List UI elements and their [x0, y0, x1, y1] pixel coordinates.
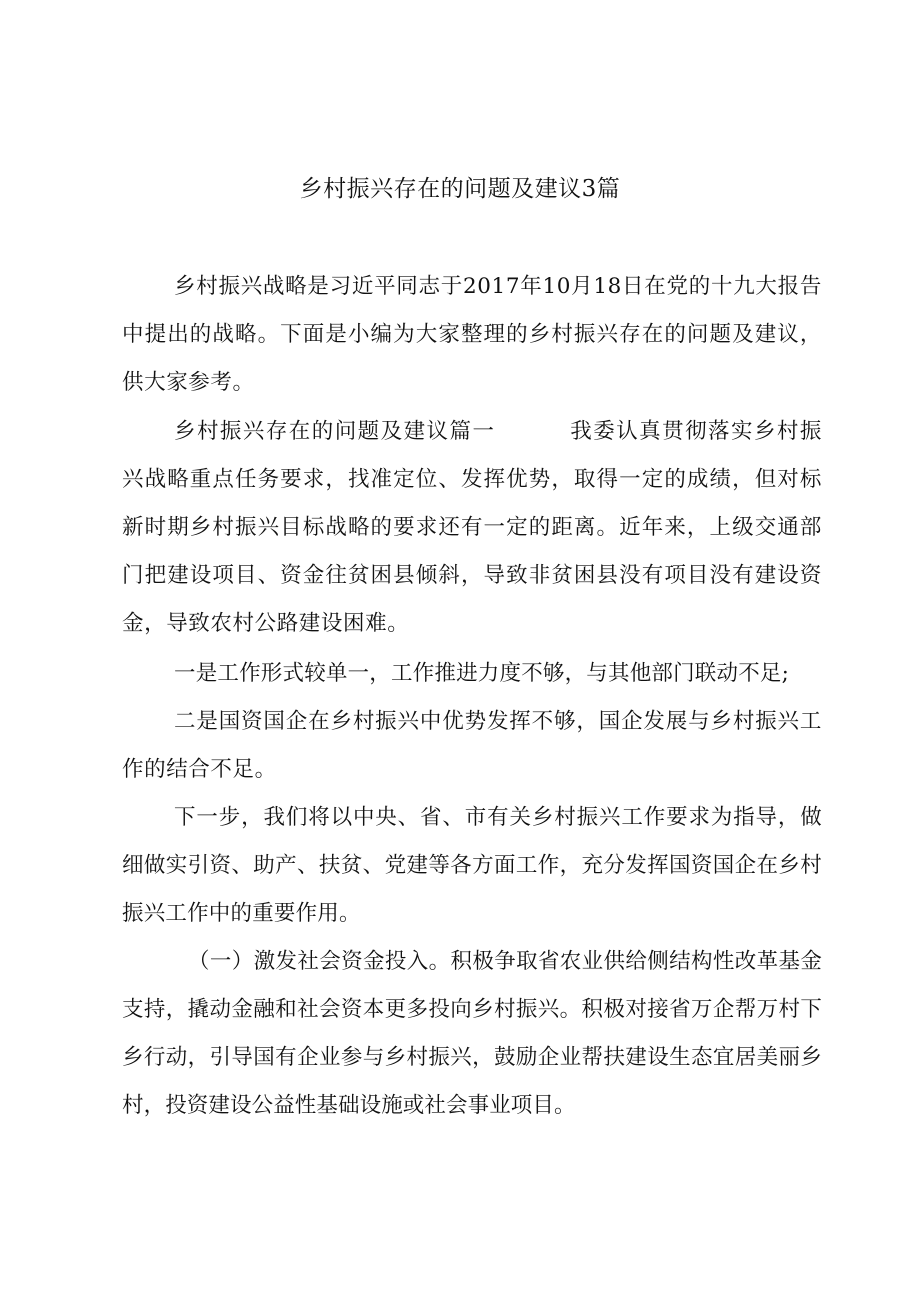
section-one-paragraph: [122, 408, 822, 648]
section-one-body: 我委认真贯彻落实乡村振兴战略重点任务要求，找准定位、发挥优势，取得一定的成绩，但对标新时期乡村振兴目标战略的要求还有一定的距离。近年来，上级交通部门把建设项目、资金往贫困县倾斜，导致非贫困县没有项目没有建设资金，导致农村公路建设困难。: [122, 419, 822, 636]
section-one-heading: 乡村振兴存在的问题及建议篇一: [174, 419, 496, 444]
problem-two-paragraph: 二是国资国企在乡村振兴中优势发挥不够，国企发展与乡村振兴工作的结合不足。: [122, 709, 822, 782]
next-step-paragraph: 下一步，我们将以中央、省、市有关乡村振兴工作要求为指导，做细做实引资、助产、扶贫、党建等各方面工作，充分发挥国资国企在乡村振兴工作中的重要作用。: [122, 805, 822, 926]
measure-one-paragraph: （一）激发社会资金投入。积极争取省农业供给侧结构性改革基金支持，撬动金融和社会资本更多投向乡村振兴。积极对接省万企帮万村下乡行动，引导国有企业参与乡村振兴，鼓励企业帮扶建设生态宜居美丽乡村，投资建设公益性基础设施或社会事业项目。: [122, 949, 822, 1118]
problem-one-paragraph: 一是工作形式较单一，工作推进力度不够，与其他部门联动不足;: [174, 661, 790, 686]
document-title: 乡村振兴存在的问题及建议3篇: [299, 176, 621, 202]
intro-paragraph: 乡村振兴战略是习近平同志于2017年10月18日在党的十九大报告中提出的战略。下面是小编为大家整理的乡村振兴存在的问题及建议，供大家参考。: [122, 274, 822, 395]
